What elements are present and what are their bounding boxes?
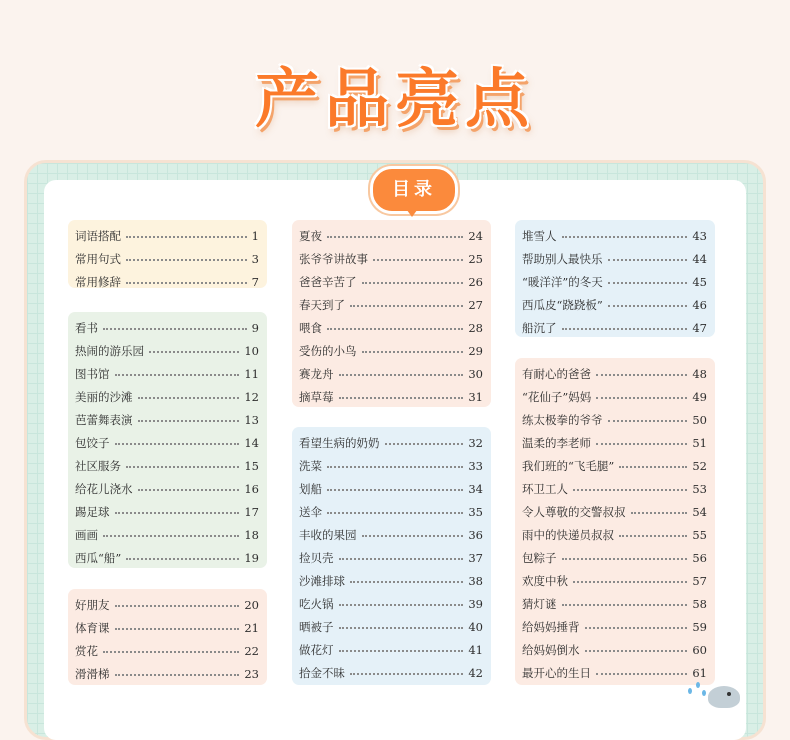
entry-title: 看书 [75, 320, 98, 335]
toc-badge: 目录 [370, 166, 458, 214]
dot-leader [350, 305, 463, 307]
page-number: 26 [468, 274, 483, 289]
entry-title: 欢度中秋 [522, 573, 568, 588]
dot-leader [596, 443, 687, 445]
toc-entry [299, 224, 483, 247]
dot-leader [608, 259, 688, 261]
toc-entry [522, 523, 707, 546]
toc-entry [522, 546, 707, 569]
dot-leader [362, 351, 464, 353]
toc-entry [522, 454, 707, 477]
entry-title: 我们班的“飞毛腿” [522, 458, 615, 473]
dot-leader [350, 581, 463, 583]
page-number: 22 [244, 643, 259, 658]
page-number: 18 [244, 527, 259, 542]
toc-entry [299, 431, 483, 454]
entry-title: 帮助别人最快乐 [522, 251, 603, 266]
dot-leader [126, 259, 247, 261]
dot-leader [362, 282, 464, 284]
toc-entry [299, 477, 483, 500]
page-number: 19 [244, 550, 259, 565]
dot-leader [115, 674, 240, 676]
water-drop-icon [696, 682, 700, 688]
dot-leader [562, 328, 688, 330]
toc-entry [75, 616, 259, 639]
dot-leader [619, 466, 687, 468]
toc-group [68, 589, 267, 685]
dot-leader [339, 558, 464, 560]
dot-leader [327, 236, 463, 238]
toc-entry [522, 385, 707, 408]
dot-leader [339, 604, 464, 606]
toc-entry [299, 385, 483, 408]
dot-leader [573, 489, 687, 491]
toc-entry [522, 615, 707, 638]
toc-entry [75, 639, 259, 662]
dot-leader [126, 466, 239, 468]
page-number: 57 [692, 573, 707, 588]
entry-title: 猜灯谜 [522, 596, 557, 611]
dot-leader [596, 397, 687, 399]
toc-entry [522, 638, 707, 661]
entry-title: 给妈妈倒水 [522, 642, 580, 657]
dot-leader [339, 397, 464, 399]
toc-entry [522, 661, 707, 684]
toc-entry [522, 592, 707, 615]
toc-entry [299, 661, 483, 684]
toc-entry [522, 316, 707, 339]
page-number: 58 [692, 596, 707, 611]
dot-leader [339, 374, 464, 376]
page-number: 56 [692, 550, 707, 565]
entry-title: 令人尊敬的交警叔叔 [522, 504, 626, 519]
dot-leader [608, 282, 688, 284]
elephant-icon [708, 686, 740, 708]
dot-leader [608, 305, 688, 307]
toc-entry [75, 662, 259, 685]
page-number: 37 [468, 550, 483, 565]
entry-title: 夏夜 [299, 228, 322, 243]
page-number: 20 [244, 597, 259, 612]
dot-leader [138, 397, 240, 399]
dot-leader [585, 650, 688, 652]
toc-entry [522, 247, 707, 270]
dot-leader [115, 443, 240, 445]
page-number: 33 [468, 458, 483, 473]
entry-title: 给花儿浇水 [75, 481, 133, 496]
dot-leader [103, 651, 239, 653]
entry-title: 喂食 [299, 320, 322, 335]
toc-entry [299, 615, 483, 638]
page-number: 35 [468, 504, 483, 519]
page-number: 15 [244, 458, 259, 473]
entry-title: 社区服务 [75, 458, 121, 473]
page-number: 12 [244, 389, 259, 404]
toc-group [68, 312, 267, 568]
entry-title: 受伤的小鸟 [299, 343, 357, 358]
page-number: 47 [692, 320, 707, 335]
entry-title: 芭蕾舞表演 [75, 412, 133, 427]
page-number: 53 [692, 481, 707, 496]
page-number: 23 [244, 666, 259, 681]
page-number: 13 [244, 412, 259, 427]
toc-entry [299, 546, 483, 569]
dot-leader [373, 259, 463, 261]
toc-group [515, 220, 715, 337]
dot-leader [562, 604, 688, 606]
toc-entry [299, 247, 483, 270]
entry-title: 体育课 [75, 620, 110, 635]
toc-entry [75, 362, 259, 385]
toc-entry [75, 500, 259, 523]
dot-leader [103, 328, 247, 330]
entry-title: 热闹的游乐园 [75, 343, 144, 358]
entry-title: 常用修辞 [75, 274, 121, 289]
toc-entry [522, 224, 707, 247]
dot-leader [327, 489, 463, 491]
page-number: 17 [244, 504, 259, 519]
page-number: 32 [468, 435, 483, 450]
toc-entry [75, 431, 259, 454]
page-number: 7 [251, 274, 259, 289]
page-number: 16 [244, 481, 259, 496]
dot-leader [619, 535, 687, 537]
toc-entry [75, 546, 259, 569]
entry-title: 最开心的生日 [522, 665, 591, 680]
dot-leader [608, 420, 688, 422]
dot-leader [585, 627, 688, 629]
entry-title: 包饺子 [75, 435, 110, 450]
entry-title: 送伞 [299, 504, 322, 519]
page-number: 1 [251, 228, 259, 243]
entry-title: 常用句式 [75, 251, 121, 266]
entry-title: 做花灯 [299, 642, 334, 657]
page-number: 39 [468, 596, 483, 611]
dot-leader [562, 236, 688, 238]
page-number: 9 [251, 320, 259, 335]
toc-entry [299, 293, 483, 316]
dot-leader [138, 420, 240, 422]
dot-leader [115, 374, 240, 376]
water-drop-icon [702, 690, 706, 696]
entry-title: 环卫工人 [522, 481, 568, 496]
toc-entry [299, 454, 483, 477]
dot-leader [149, 351, 239, 353]
page-number: 59 [692, 619, 707, 634]
entry-title: 图书馆 [75, 366, 110, 381]
page-number: 24 [468, 228, 483, 243]
entry-title: 赏花 [75, 643, 98, 658]
entry-title: 晒被子 [299, 619, 334, 634]
dot-leader [596, 374, 687, 376]
toc-entry [75, 270, 259, 293]
toc-entry [75, 477, 259, 500]
entry-title: 赛龙舟 [299, 366, 334, 381]
page-number: 38 [468, 573, 483, 588]
dot-leader [339, 650, 464, 652]
page-number: 51 [692, 435, 707, 450]
toc-entry [299, 523, 483, 546]
entry-title: 摘草莓 [299, 389, 334, 404]
page-number: 28 [468, 320, 483, 335]
dot-leader [573, 581, 687, 583]
page-number: 44 [692, 251, 707, 266]
page-number: 52 [692, 458, 707, 473]
toc-entry [522, 362, 707, 385]
toc-entry [75, 339, 259, 362]
entry-title: “暖洋洋”的冬天 [522, 274, 603, 289]
dot-leader [339, 627, 464, 629]
entry-title: 爸爸辛苦了 [299, 274, 357, 289]
badge-tail [404, 206, 420, 217]
entry-title: 有耐心的爸爸 [522, 366, 591, 381]
entry-title: 洗菜 [299, 458, 322, 473]
entry-title: 西瓜皮“跷跷板” [522, 297, 603, 312]
toc-entry [299, 500, 483, 523]
page-number: 40 [468, 619, 483, 634]
page-title: 产品亮点 [255, 63, 535, 137]
page-number: 43 [692, 228, 707, 243]
page-number: 31 [468, 389, 483, 404]
entry-title: 吃火锅 [299, 596, 334, 611]
dot-leader [327, 466, 463, 468]
entry-title: 踢足球 [75, 504, 110, 519]
dot-leader [362, 535, 464, 537]
toc-entry [75, 408, 259, 431]
entry-title: 划船 [299, 481, 322, 496]
toc-entry [75, 454, 259, 477]
toc-entry [522, 477, 707, 500]
page-number: 42 [468, 665, 483, 680]
dot-leader [126, 558, 239, 560]
dot-leader [138, 489, 240, 491]
page-number: 49 [692, 389, 707, 404]
page-number: 36 [468, 527, 483, 542]
dot-leader [596, 673, 687, 675]
page-number: 61 [692, 665, 707, 680]
toc-entry [522, 408, 707, 431]
page-number: 34 [468, 481, 483, 496]
dot-leader [327, 512, 463, 514]
toc-entry [299, 569, 483, 592]
toc-group [292, 220, 491, 407]
page-number: 46 [692, 297, 707, 312]
page-number: 48 [692, 366, 707, 381]
water-drop-icon [688, 688, 692, 694]
elephant-eye [727, 692, 731, 696]
toc-entry [299, 270, 483, 293]
toc-entry [299, 362, 483, 385]
page-number: 60 [692, 642, 707, 657]
entry-title: 雨中的快递员叔叔 [522, 527, 614, 542]
page-number: 27 [468, 297, 483, 312]
entry-title: 包粽子 [522, 550, 557, 565]
dot-leader [350, 673, 463, 675]
toc-entry [522, 293, 707, 316]
page-number: 41 [468, 642, 483, 657]
page-number: 29 [468, 343, 483, 358]
dot-leader [385, 443, 464, 445]
toc-entry [75, 316, 259, 339]
entry-title: 好朋友 [75, 597, 110, 612]
entry-title: 词语搭配 [75, 228, 121, 243]
toc-entry [299, 592, 483, 615]
page-number: 11 [244, 366, 259, 381]
entry-title: “花仙子”妈妈 [522, 389, 592, 404]
entry-title: 春天到了 [299, 297, 345, 312]
toc-entry [75, 247, 259, 270]
toc-entry [299, 638, 483, 661]
entry-title: 拾金不昧 [299, 665, 345, 680]
entry-title: 捡贝壳 [299, 550, 334, 565]
page-number: 50 [692, 412, 707, 427]
entry-title: 沙滩排球 [299, 573, 345, 588]
page-number: 21 [244, 620, 259, 635]
dot-leader [126, 282, 247, 284]
entry-title: 西瓜“船” [75, 550, 122, 565]
entry-title: 美丽的沙滩 [75, 389, 133, 404]
entry-title: 张爷爷讲故事 [299, 251, 368, 266]
dot-leader [126, 236, 247, 238]
dot-leader [103, 535, 239, 537]
toc-entry [522, 569, 707, 592]
entry-title: 丰收的果园 [299, 527, 357, 542]
toc-entry [75, 523, 259, 546]
toc-group [68, 220, 267, 288]
dot-leader [115, 605, 240, 607]
toc-entry [522, 500, 707, 523]
dot-leader [562, 558, 688, 560]
entry-title: 滑滑梯 [75, 666, 110, 681]
entry-title: 看望生病的奶奶 [299, 435, 380, 450]
entry-title: 练太极拳的爷爷 [522, 412, 603, 427]
dot-leader [631, 512, 688, 514]
toc-entry [299, 316, 483, 339]
toc-entry [299, 339, 483, 362]
toc-entry [75, 593, 259, 616]
toc-entry [75, 385, 259, 408]
entry-title: 船沉了 [522, 320, 557, 335]
toc-entry [75, 224, 259, 247]
entry-title: 给妈妈捶背 [522, 619, 580, 634]
page-number: 10 [244, 343, 259, 358]
dot-leader [327, 328, 463, 330]
entry-title: 堆雪人 [522, 228, 557, 243]
toc-group [515, 358, 715, 685]
page-number: 55 [692, 527, 707, 542]
entry-title: 温柔的李老师 [522, 435, 591, 450]
toc-group [292, 427, 491, 685]
page-number: 30 [468, 366, 483, 381]
page-number: 3 [251, 251, 259, 266]
toc-entry [522, 431, 707, 454]
dot-leader [115, 512, 240, 514]
entry-title: 画画 [75, 527, 98, 542]
page-number: 45 [692, 274, 707, 289]
page-number: 25 [468, 251, 483, 266]
dot-leader [115, 628, 240, 630]
toc-entry [522, 270, 707, 293]
page-number: 14 [244, 435, 259, 450]
page-number: 54 [692, 504, 707, 519]
